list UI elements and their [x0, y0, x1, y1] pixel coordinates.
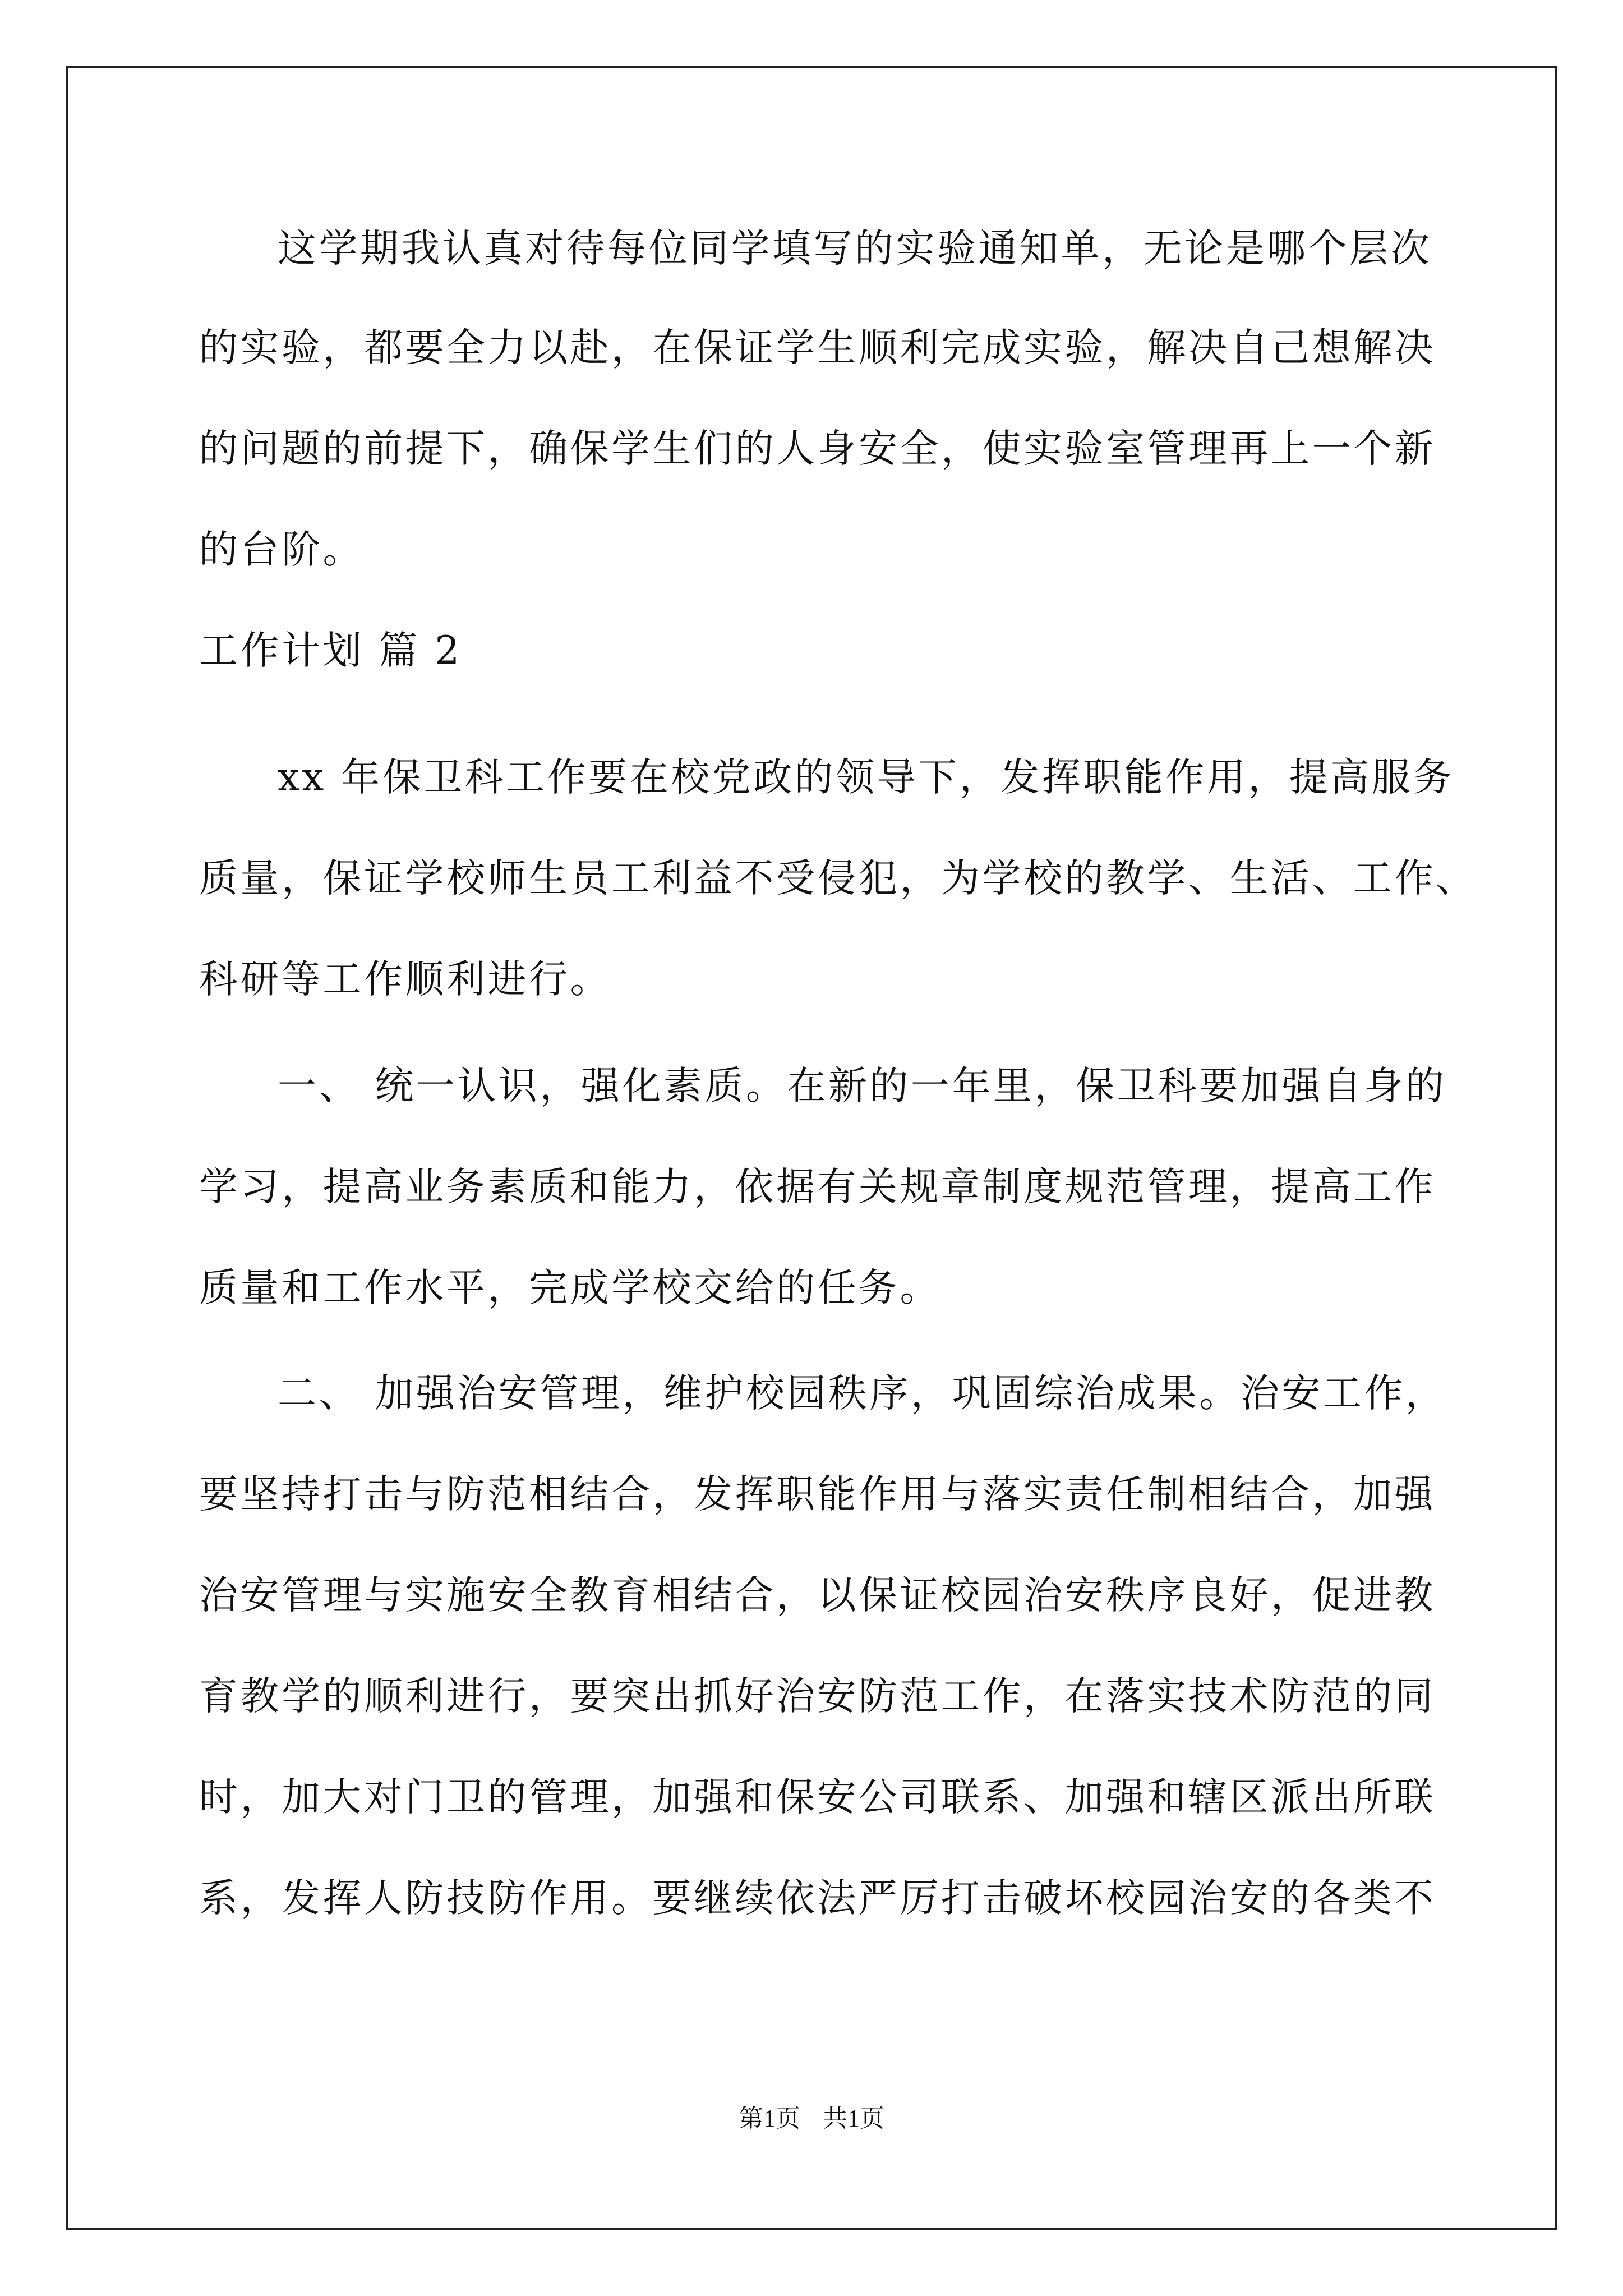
paragraph-line: xx 年保卫科工作要在校党政的领导下，发挥职能作用，提高服务	[278, 755, 1454, 800]
paragraph-line: 要坚持打击与防范相结合，发挥职能作用与落实责任制相结合，加强	[199, 1472, 1436, 1517]
paragraph-line: 时，加大对门卫的管理，加强和保安公司联系、加强和辖区派出所联	[199, 1775, 1436, 1820]
page-footer	[0, 2098, 1623, 2134]
paragraph-line: 这学期我认真对待每位同学填写的实验通知单，无论是哪个层次	[278, 226, 1432, 271]
paragraph-line: 的实验，都要全力以赴，在保证学生顺利完成实验，解决自己想解决	[199, 325, 1436, 370]
paragraph-line: 系，发挥人防技防作用。要继续依法严厉打击破坏校园治安的各类不	[199, 1876, 1436, 1921]
paragraph-line: 质量和工作水平，完成学校交给的任务。	[199, 1266, 941, 1310]
page-total: 共1页	[823, 2105, 884, 2132]
paragraph-line: 学习，提高业务素质和能力，依据有关规章制度规范管理，提高工作	[199, 1165, 1436, 1209]
paragraph-line: 科研等工作顺利进行。	[199, 957, 611, 1002]
page-number: 第1页	[739, 2105, 800, 2132]
paragraph-line: 二、 加强治安管理，维护校园秩序，巩固综治成果。治安工作，	[278, 1371, 1447, 1416]
paragraph-line: 治安管理与实施安全教育相结合，以保证校园治安秩序良好，促进教	[199, 1573, 1436, 1618]
paragraph-line: 的台阶。	[199, 527, 364, 572]
section-heading: 工作计划 篇 2	[199, 628, 462, 673]
paragraph-line: 育教学的顺利进行，要突出抓好治安防范工作，在落实技术防范的同	[199, 1674, 1436, 1719]
paragraph-line: 一、 统一认识，强化素质。在新的一年里，保卫科要加强自身的	[278, 1064, 1447, 1108]
paragraph-line: 质量，保证学校师生员工利益不受侵犯，为学校的教学、生活、工作、	[199, 856, 1477, 901]
paragraph-line: 的问题的前提下，确保学生们的人身安全，使实验室管理再上一个新	[199, 426, 1436, 471]
